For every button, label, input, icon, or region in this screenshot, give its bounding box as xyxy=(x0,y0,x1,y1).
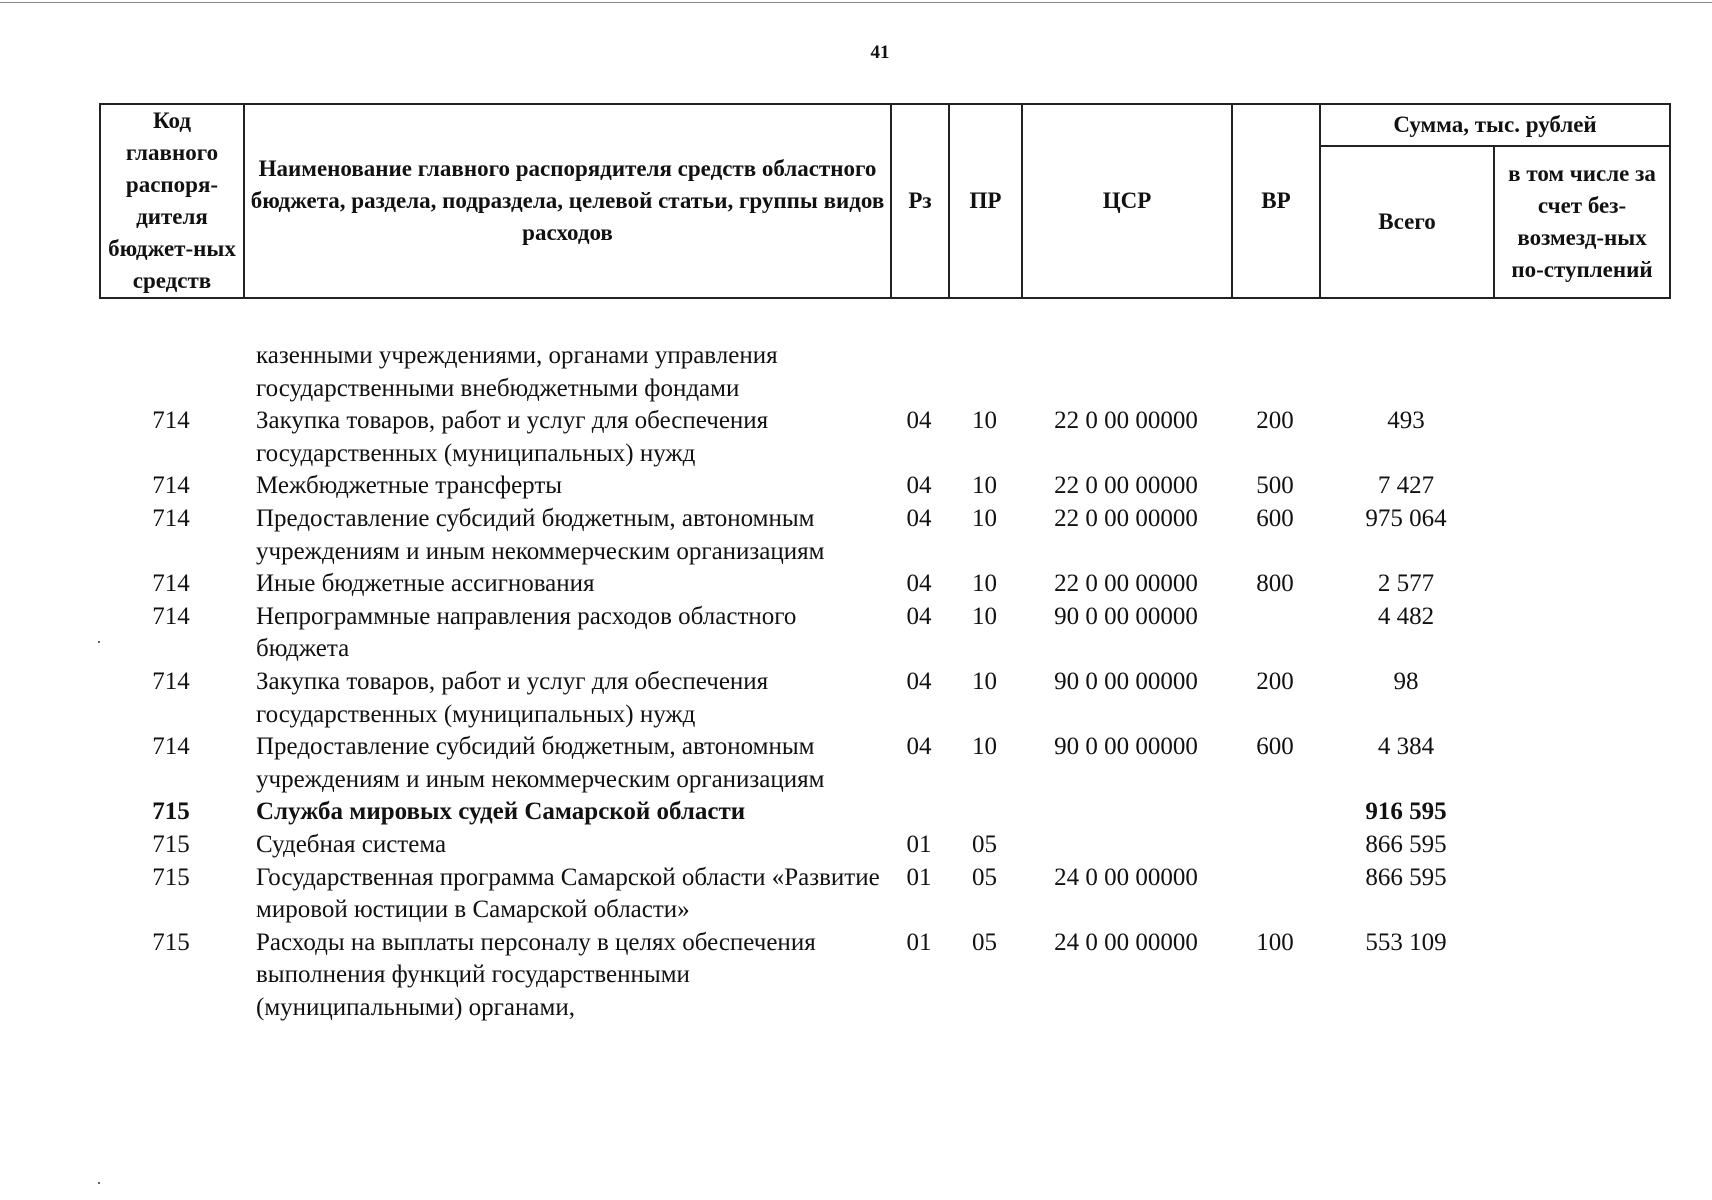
cell-csr xyxy=(1021,829,1231,862)
page-number: 41 xyxy=(870,42,890,63)
cell-name: Межбюджетные трансферты xyxy=(256,472,563,500)
cell-name: Непрограммные направления расходов областного бюджета xyxy=(256,602,797,663)
cell-rz: 04 xyxy=(906,570,932,598)
cell-total: 4 384 xyxy=(1377,733,1435,761)
cell-csr: 90 0 00 00000 xyxy=(1054,667,1198,695)
table-row xyxy=(99,829,1669,862)
cell-code: 714 xyxy=(152,602,190,630)
cell-incl xyxy=(1493,470,1669,503)
cell-vr: 200 xyxy=(1256,407,1294,435)
header-total: Всего xyxy=(1320,146,1494,298)
cell-rz: 04 xyxy=(906,667,932,695)
header-vr: ВР xyxy=(1232,104,1320,298)
cell-rz: 04 xyxy=(906,733,932,761)
cell-name: Государственная программа Самарской области «Развитие мировой юстиции в Самарской области» xyxy=(256,863,880,924)
cell-pr: 10 xyxy=(972,504,997,532)
cell-incl xyxy=(1493,927,1669,1025)
table-row xyxy=(99,340,1669,405)
cell-csr: 24 0 00 00000 xyxy=(1054,863,1198,891)
cell-total xyxy=(1319,340,1493,405)
cell-incl xyxy=(1493,666,1669,731)
cell-name: Закупка товаров, работ и услуг для обеспечения государственных (муниципальных) нужд xyxy=(256,407,769,467)
cell-total: 98 xyxy=(1393,667,1419,695)
cell-vr xyxy=(1231,829,1319,862)
cell-csr: 90 0 00 00000 xyxy=(1054,602,1198,630)
cell-total: 866 595 xyxy=(1365,863,1447,891)
cell-code: 714 xyxy=(152,504,190,532)
cell-rz xyxy=(890,796,948,829)
cell-pr: 10 xyxy=(972,602,997,630)
header-sum: Сумма, тыс. рублей xyxy=(1320,104,1670,146)
scan-speck xyxy=(98,1182,100,1184)
cell-name: Судебная система xyxy=(256,830,447,858)
table-row xyxy=(99,666,1669,731)
cell-vr xyxy=(1231,601,1319,666)
table-body xyxy=(99,340,1669,1024)
cell-csr xyxy=(1021,340,1231,405)
cell-name: Предоставление субсидий бюджетным, автономным учреждениям и иным некоммерческим организациям xyxy=(256,504,825,565)
cell-name: Предоставление субсидий бюджетным, автономным учреждениям и иным некоммерческим организациям xyxy=(256,733,825,793)
table-row xyxy=(99,796,1669,829)
cell-pr xyxy=(948,796,1021,829)
header-code: Код главного распоря-дителя бюджет-ных средств xyxy=(100,104,244,298)
cell-pr: 10 xyxy=(972,733,997,761)
cell-total: 7 427 xyxy=(1377,472,1435,500)
cell-csr: 24 0 00 00000 xyxy=(1054,928,1198,956)
cell-rz xyxy=(890,340,948,405)
cell-vr: 100 xyxy=(1256,928,1294,956)
cell-incl xyxy=(1493,601,1669,666)
cell-csr: 90 0 00 00000 xyxy=(1054,733,1198,761)
cell-incl xyxy=(1493,568,1669,601)
cell-name: казенными учреждениями, органами управления государственными внебюджетными фондами xyxy=(256,342,778,402)
cell-incl xyxy=(1493,829,1669,862)
scan-speck xyxy=(98,641,100,643)
cell-csr: 22 0 00 00000 xyxy=(1054,570,1198,598)
cell-csr: 22 0 00 00000 xyxy=(1054,504,1198,532)
cell-vr xyxy=(1231,340,1319,405)
cell-vr: 600 xyxy=(1256,733,1294,761)
cell-vr: 500 xyxy=(1256,472,1294,500)
cell-pr: 10 xyxy=(972,667,997,695)
cell-name: Закупка товаров, работ и услуг для обеспечения государственных (муниципальных) нужд xyxy=(256,667,769,728)
header-name: Наименование главного распорядителя средств областного бюджета, раздела, подраздела, целевой статьи, группы видов расходов xyxy=(244,104,891,298)
cell-total: 493 xyxy=(1387,407,1425,435)
cell-rz: 01 xyxy=(906,863,932,891)
cell-name: Иные бюджетные ассигнования xyxy=(256,570,595,598)
cell-pr: 05 xyxy=(972,830,997,858)
cell-incl xyxy=(1493,503,1669,568)
cell-total: 2 577 xyxy=(1377,570,1435,598)
cell-code: 714 xyxy=(152,667,190,695)
cell-rz: 04 xyxy=(906,472,932,500)
cell-incl xyxy=(1493,731,1669,796)
cell-pr xyxy=(948,340,1021,405)
cell-rz: 04 xyxy=(906,504,932,532)
cell-pr: 10 xyxy=(972,407,997,435)
cell-incl xyxy=(1493,862,1669,927)
cell-code: 714 xyxy=(152,472,190,500)
cell-vr xyxy=(1231,862,1319,927)
header-rz: Рз xyxy=(891,104,949,298)
cell-pr: 10 xyxy=(972,472,997,500)
table-header xyxy=(99,103,1671,299)
cell-code: 715 xyxy=(152,863,190,891)
cell-csr: 22 0 00 00000 xyxy=(1054,472,1198,500)
cell-pr: 05 xyxy=(972,863,997,891)
cell-rz: 04 xyxy=(906,602,932,630)
cell-vr xyxy=(1231,796,1319,829)
cell-vr: 200 xyxy=(1256,667,1294,695)
cell-total: 4 482 xyxy=(1377,602,1435,630)
cell-name: Расходы на выплаты персоналу в целях обеспечения выполнения функций государственными (муниципальными) органами, xyxy=(256,928,816,1021)
cell-total: 975 064 xyxy=(1365,504,1447,532)
cell-code: 715 xyxy=(152,928,190,956)
cell-incl xyxy=(1493,796,1669,829)
cell-code: 714 xyxy=(152,733,190,761)
cell-vr: 800 xyxy=(1256,570,1294,598)
cell-rz: 01 xyxy=(906,830,932,858)
cell-csr: 22 0 00 00000 xyxy=(1054,407,1198,435)
cell-rz: 01 xyxy=(906,928,932,956)
table-row xyxy=(99,405,1669,470)
cell-pr: 05 xyxy=(972,928,997,956)
cell-code: 715 xyxy=(152,798,190,826)
table-row xyxy=(99,731,1669,796)
cell-total: 866 595 xyxy=(1365,830,1447,858)
table-row xyxy=(99,470,1669,503)
cell-code: 715 xyxy=(152,830,190,858)
cell-code: 714 xyxy=(152,407,190,435)
table-row xyxy=(99,568,1669,601)
table-row xyxy=(99,927,1669,1025)
cell-csr xyxy=(1021,796,1231,829)
cell-vr: 600 xyxy=(1256,504,1294,532)
cell-code xyxy=(99,340,243,405)
cell-rz: 04 xyxy=(906,407,932,435)
top-rule xyxy=(0,2,1712,3)
cell-code: 714 xyxy=(152,570,190,598)
cell-name: Служба мировых судей Самарской области xyxy=(256,798,746,826)
cell-pr: 10 xyxy=(972,570,997,598)
cell-total: 916 595 xyxy=(1365,798,1447,826)
table-row xyxy=(99,862,1669,927)
cell-incl xyxy=(1493,340,1669,405)
table-row xyxy=(99,503,1669,568)
header-pr: ПР xyxy=(949,104,1022,298)
cell-incl xyxy=(1493,405,1669,470)
header-incl: в том числе за счет без-возмезд-ных по-ступлений xyxy=(1494,146,1670,298)
header-csr: ЦСР xyxy=(1022,104,1232,298)
cell-total: 553 109 xyxy=(1365,928,1447,956)
table-row xyxy=(99,601,1669,666)
